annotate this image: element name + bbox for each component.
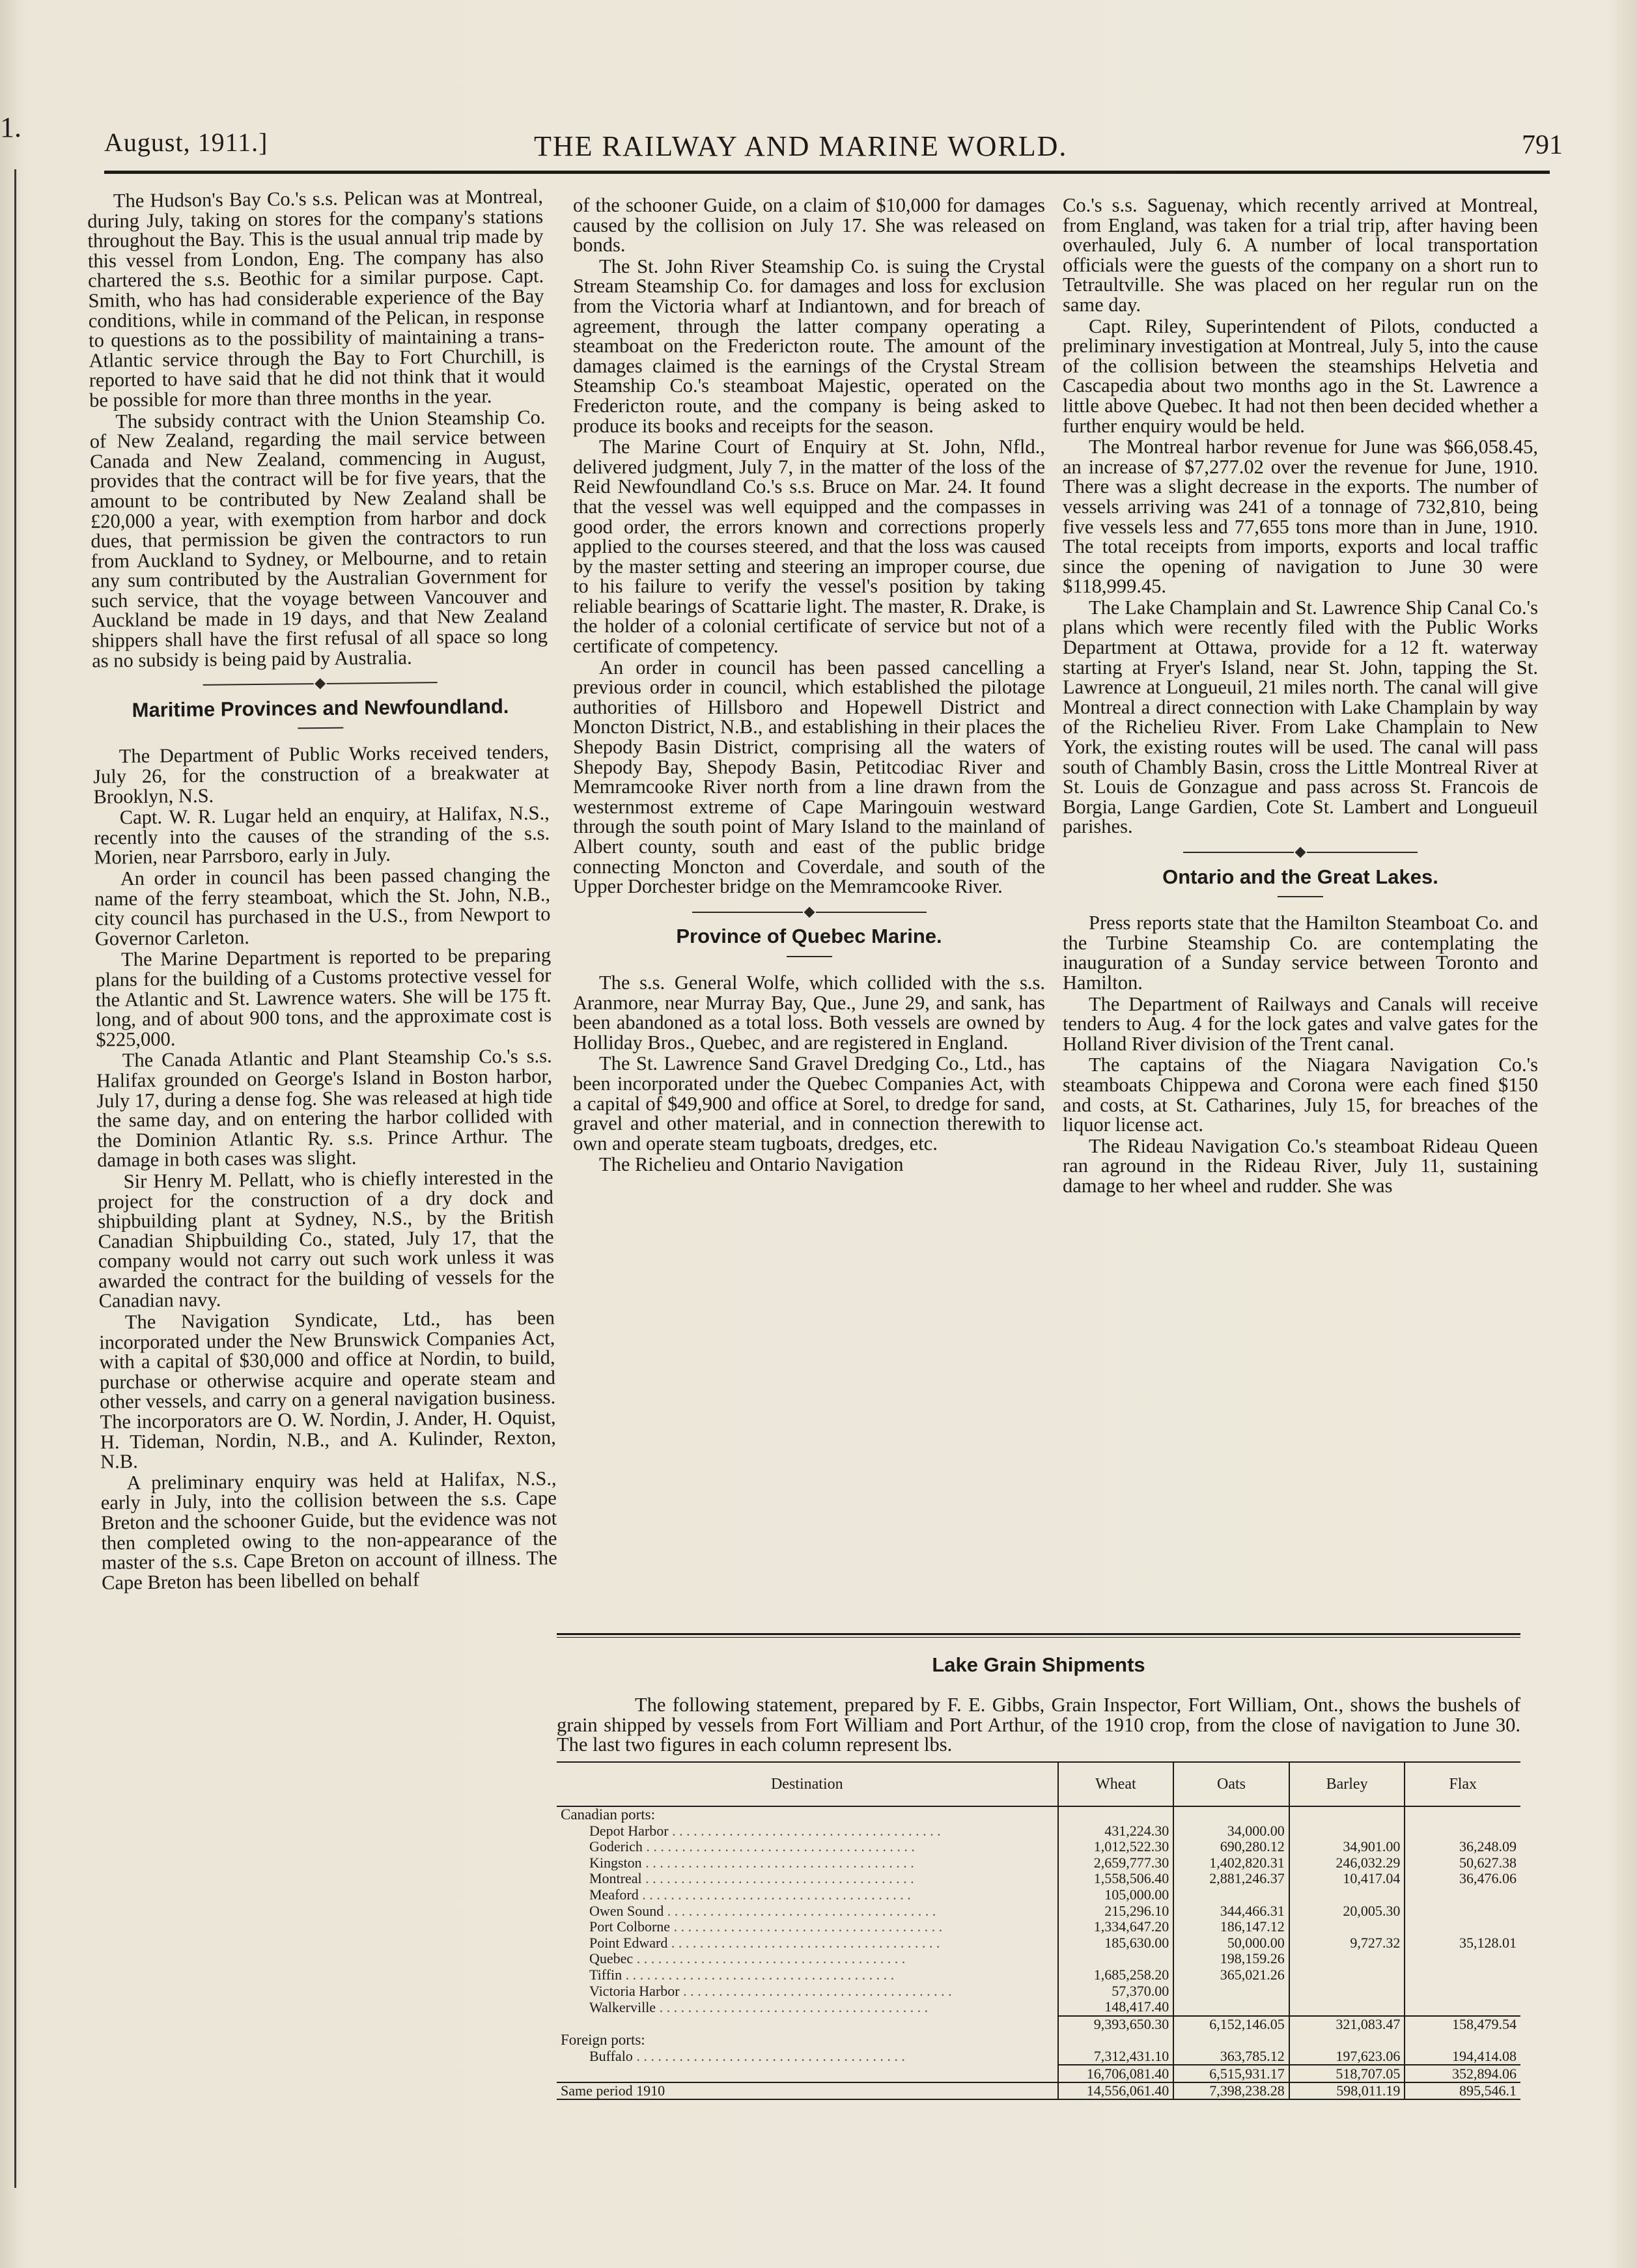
column-header: Oats [1173, 1762, 1289, 1806]
destination-name: Montreal . . . [589, 1870, 914, 1886]
total-cell: 518,707.05 [1289, 2065, 1405, 2082]
table-group-row [557, 2032, 1520, 2049]
label-cell [557, 2016, 1058, 2033]
value-cell [1058, 1951, 1174, 1967]
same-period-cell: 7,398,238.28 [1173, 2082, 1289, 2100]
grain-shipments-table [557, 1761, 1520, 2101]
total-row [557, 2065, 1520, 2082]
value-cell: 20,005.30 [1289, 1903, 1405, 1919]
value-cell: 2,659,777.30 [1058, 1855, 1174, 1871]
table-header-row [557, 1762, 1520, 1806]
table-row [557, 1967, 1520, 1983]
destination-cell [557, 1999, 1058, 2016]
value-cell: 35,128.01 [1405, 1935, 1520, 1952]
table-row [557, 1935, 1520, 1952]
subtotal-cell: 321,083.47 [1289, 2016, 1405, 2033]
value-cell: 1,558,506.40 [1058, 1871, 1174, 1887]
paragraph: The following statement, prepared by F. E. Gibbs, Grain Inspector, Fort William, Ont., shows the bushels of grain shipped by vessels from Fort William and Port Arthur, of the 1910 crop, from the close of navigation to June 30. The last two figures in each column represent lbs. [557, 1694, 1520, 1756]
column-2 [573, 195, 1045, 1176]
section-rule [787, 956, 832, 957]
value-cell: 7,312,431.10 [1058, 2049, 1174, 2065]
destination-name: Tiffin . . . [589, 1967, 894, 1983]
page-number: 791 [1522, 130, 1563, 160]
destination-name: Meaford . . . [589, 1886, 911, 1903]
subtotal-cell: 6,152,146.05 [1173, 2016, 1289, 2033]
column-3 [1063, 195, 1538, 1197]
value-cell: 344,466.31 [1173, 1903, 1289, 1919]
section-double-rule [557, 1633, 1520, 1638]
section-heading: Ontario and the Great Lakes. [1162, 865, 1438, 888]
paragraph: The subsidy contract with the Union Steamship Co. of New Zealand, regarding the mail service between Canada and New Zealand, commencing in August, provides that the contract will be for five years, that the amount to be contributed by New Zealand shall be £20,000 a year, with exemption from harbor and dock dues, that permission be given the contractors to run from Auckland to Sydney, or Melbourne, and to retain any sum contributed by the Australian Government for such service, that the voyage between Vancouver and Auckland be made in 19 days, and that New Zealand shippers shall have the first refusal of all space so long as no subsidy is being paid by Australia. [89, 405, 548, 672]
value-cell: 185,630.00 [1058, 1935, 1174, 1952]
destination-cell [557, 1887, 1058, 1903]
table-row [557, 1887, 1520, 1903]
value-cell: 690,280.12 [1173, 1839, 1289, 1855]
paragraph: The Montreal harbor revenue for June was $66,058.45, an increase of $7,277.02 over the revenue for June, 1910. There was a slight decrease in the exports. The number of vessels arriving was 241 of a tonnage of 732,810, being five vessels less and 77,655 tons more than in June, 1910. The total receipts from imports, exports and local traffic since the opening of navigation to June 30 were $118,999.45. [1063, 436, 1538, 598]
value-cell: 365,021.26 [1173, 1967, 1289, 1983]
value-cell: 10,417.04 [1289, 1871, 1405, 1887]
table-group-row [557, 1806, 1520, 1823]
paragraph: A preliminary enquiry was held at Halifax, N.S., early in July, into the collision between the s.s. Cape Breton and the schooner Guide, but the evidence was not then completed owing to the non-appearance of the master of the s.s. Cape Breton on account of illness. The Cape Breton has been libelled on behalf [100, 1467, 557, 1594]
destination-name: Point Edward . . . [589, 1935, 940, 1951]
destination-cell [557, 1871, 1058, 1887]
column-header: Barley [1289, 1762, 1405, 1806]
destination-cell [557, 1967, 1058, 1983]
destination-cell [557, 1855, 1058, 1871]
table-row [557, 2049, 1520, 2065]
subtotal-cell: 158,479.54 [1405, 2016, 1520, 2033]
destination-name: Buffalo . . . [589, 2048, 905, 2064]
value-cell: 57,370.00 [1058, 1983, 1174, 1999]
empty-cell [1289, 2032, 1405, 2049]
grain-shipments-section [557, 1633, 1520, 2100]
value-cell: 2,881,246.37 [1173, 1871, 1289, 1887]
section-rule [298, 727, 343, 729]
destination-name: Walkerville . . . [589, 1999, 928, 2015]
destination-name: Port Colborne . . . [589, 1918, 942, 1935]
value-cell: 50,000.00 [1173, 1935, 1289, 1952]
publication-title: THE RAILWAY AND MARINE WORLD. [534, 130, 1068, 162]
value-cell [1289, 1823, 1405, 1839]
paragraph: The s.s. General Wolfe, which collided with the s.s. Aranmore, near Murray Bay, Que., June 29, and sank, has been abandoned as a total loss. Both vessels are owned by Holliday Bros., Quebec, and are registered in England. [573, 971, 1045, 1054]
value-cell: 215,296.10 [1058, 1903, 1174, 1919]
value-cell [1405, 1967, 1520, 1983]
group-label: Canadian ports: [561, 1806, 655, 1823]
value-cell: 431,224.30 [1058, 1823, 1174, 1839]
page-header [104, 127, 1563, 173]
value-cell [1173, 1983, 1289, 1999]
value-cell: 34,901.00 [1289, 1839, 1405, 1855]
paragraph: Sir Henry M. Pellatt, who is chiefly interested in the project for the construction of a dry dock and shipbuilding plant at Sydney, N.S., by the British Canadian Shipbuilding Co., stated, July 17, that the company would not carry out such work unless it was awarded the contract for the building of vessels for the Canadian navy. [97, 1166, 555, 1313]
paragraph: Co.'s s.s. Saguenay, which recently arrived at Montreal, from England, was taken for a trial trip, after having been overhauled, July 6. A number of local transportation officials were the guests of the company on a short run to Tetraultville. She was placed on her regular run on the same day. [1063, 194, 1538, 316]
value-cell [1405, 1919, 1520, 1935]
value-cell: 36,248.09 [1405, 1839, 1520, 1855]
section-ornament [573, 901, 1045, 921]
paragraph: The Lake Champlain and St. Lawrence Ship Canal Co.'s plans which were recently filed with the Public Works Department at Ottawa, provide for a 12 ft. waterway starting at Fryer's Island, near St. John, tapping the St. Lawrence at Longueuil, 21 miles north. The canal will give Montreal a direct connection with Lake Champlain by way of the Richelieu River. From Lake Champlain to New York, the existing routes will be used. The canal will pass south of Chambly Basin, cross the Little Montreal River at St. Louis de Gonzague and pass across St. Francois de Borgia, Lange Gardien, Cote St. Lambert and Longueuil parishes. [1063, 596, 1538, 838]
same-period-cell: 14,556,061.40 [1058, 2082, 1174, 2100]
value-cell [1289, 1999, 1405, 2016]
value-cell [1289, 1983, 1405, 1999]
empty-cell [1173, 2032, 1289, 2049]
paragraph: The Canada Atlantic and Plant Steamship Co.'s s.s. Halifax grounded on George's Island in Boston harbor, July 17, during a dense fog. She was released at high tide the same day, and on entering the harbor collided with the Dominion Atlantic Ry. s.s. Prince Arthur. The damage in both cases was slight. [96, 1044, 553, 1171]
value-cell: 36,476.06 [1405, 1871, 1520, 1887]
column-header: Wheat [1058, 1762, 1174, 1806]
destination-name: Owen Sound . . . [589, 1903, 936, 1919]
table-row [557, 1999, 1520, 2016]
table-row [557, 1823, 1520, 1839]
value-cell [1405, 1951, 1520, 1967]
value-cell: 148,417.40 [1058, 1999, 1174, 2016]
total-cell: 6,515,931.17 [1173, 2065, 1289, 2082]
value-cell [1173, 1999, 1289, 2016]
value-cell [1405, 1823, 1520, 1839]
issue-date: August, 1911.] [104, 128, 268, 157]
paragraph: The Marine Department is reported to be preparing plans for the building of a Customs protective vessel for the Atlantic and St. Lawrence waters. She will be 175 ft. long, and of about 900 tons, and the approximate cost is $225,000. [95, 944, 552, 1051]
value-cell: 50,627.38 [1405, 1855, 1520, 1871]
destination-name: Depot Harbor . . . [589, 1823, 941, 1839]
header-rule [104, 171, 1550, 174]
total-cell: 16,706,081.40 [1058, 2065, 1174, 2082]
table-row [557, 1839, 1520, 1855]
empty-cell [1405, 2032, 1520, 2049]
destination-cell [557, 1951, 1058, 1967]
paragraph: The captains of the Niagara Navigation Co.'s steamboats Chippewa and Corona were each fined $150 and costs, at St. Catharines, July 15, for breaches of the liquor license act. [1063, 1054, 1538, 1136]
value-cell [1289, 1951, 1405, 1967]
value-cell: 105,000.00 [1058, 1887, 1174, 1903]
paragraph: Capt. Riley, Superintendent of Pilots, conducted a preliminary investigation at Montreal, July 5, into the cause of the collision between the steamships Helvetia and Cascapedia about two months ago in the St. Lawrence a little above Quebec. It had not then been decided whether a further enquiry would be held. [1063, 315, 1538, 437]
value-cell [1289, 1967, 1405, 1983]
value-cell [1405, 1999, 1520, 2016]
value-cell: 194,414.08 [1405, 2049, 1520, 2065]
column-header: Flax [1405, 1762, 1520, 1806]
value-cell: 34,000.00 [1173, 1823, 1289, 1839]
paragraph: The St. Lawrence Sand Gravel Dredging Co., Ltd., has been incorporated under the Quebec Companies Act, with a capital of $49,900 and office at Sorel, to dredge for sand, gravel and other material, and in connection therewith to own and operate steam tugboats, dredges, etc. [573, 1052, 1045, 1155]
destination-cell [557, 2049, 1058, 2065]
column-1 [87, 186, 558, 1594]
paragraph: Press reports state that the Hamilton Steamboat Co. and the Turbine Steamship Co. are contemplating the inauguration of a Sunday service between Toronto and Hamilton. [1063, 912, 1538, 994]
previous-page-edge [14, 169, 16, 2188]
group-label: Foreign ports: [561, 2032, 645, 2049]
section-rule [1278, 896, 1323, 897]
same-period-label: Same period 1910 [557, 2082, 1058, 2100]
destination-cell [557, 1983, 1058, 1999]
value-cell: 198,159.26 [1173, 1951, 1289, 1967]
value-cell: 246,032.29 [1289, 1855, 1405, 1871]
section-heading: Maritime Provinces and Newfoundland. [132, 694, 509, 721]
destination-cell [557, 1935, 1058, 1952]
value-cell [1289, 1919, 1405, 1935]
value-cell: 363,785.12 [1173, 2049, 1289, 2065]
paragraph: The Rideau Navigation Co.'s steamboat Rideau Queen ran aground in the Rideau River, July 11, sustaining damage to her wheel and rudder. She was [1063, 1134, 1538, 1197]
destination-name: Goderich . . . [589, 1838, 915, 1855]
subtotal-cell: 9,393,650.30 [1058, 2016, 1174, 2033]
table-row [557, 1951, 1520, 1967]
value-cell: 1,334,647.20 [1058, 1919, 1174, 1935]
value-cell: 186,147.12 [1173, 1919, 1289, 1935]
section-ornament [1063, 841, 1538, 861]
destination-cell [557, 1919, 1058, 1935]
table-row [557, 1903, 1520, 1919]
total-cell: 352,894.06 [1405, 2065, 1520, 2082]
section-heading: Lake Grain Shipments [932, 1653, 1145, 1676]
section-ornament [92, 670, 548, 695]
table-row [557, 1983, 1520, 1999]
value-cell [1173, 1887, 1289, 1903]
value-cell: 1,402,820.31 [1173, 1855, 1289, 1871]
paragraph: of the schooner Guide, on a claim of $10,000 for damages caused by the collision on July 17. She was released on bonds. [573, 194, 1045, 257]
destination-cell [557, 1903, 1058, 1919]
paragraph: The Navigation Syndicate, Ltd., has been incorporated under the New Brunswick Companies Act, with a capital of $30,000 and office at Nordin, to build, purchase or otherwise acquire and operate steam and other vessels, and carry on a general navigation business. The incorporators are O. W. Nordin, J. Ander, H. Oquist, H. Tideman, Nordin, N.B., and A. Kulinder, Rexton, N.B. [99, 1306, 556, 1473]
table-row [557, 1919, 1520, 1935]
value-cell [1405, 1983, 1520, 1999]
paragraph: The St. John River Steamship Co. is suing the Crystal Stream Steamship Co. for damages and loss for exclusion from the Victoria wharf at Indiantown, and for breach of agreement, through the latter company operating a steamboat on the Fredericton route. The amount of the damages claimed is the earnings of the Crystal Stream Steamship Co.'s steamboat Majestic, operated on the Fredericton route, and the company is being asked to produce its books and receipts for the season. [573, 255, 1045, 437]
label-cell [557, 2065, 1058, 2082]
destination-name: Quebec . . . [589, 1950, 905, 1967]
empty-cell [1058, 2032, 1174, 2049]
value-cell: 1,012,522.30 [1058, 1839, 1174, 1855]
destination-name: Kingston . . . [589, 1855, 914, 1871]
column-header: Destination [557, 1762, 1058, 1806]
subtotal-row [557, 2016, 1520, 2033]
paragraph: The Department of Public Works received tenders, July 26, for the construction of a breakwater at Brooklyn, N.S. [92, 740, 550, 808]
value-cell: 1,685,258.20 [1058, 1967, 1174, 1983]
paragraph: The Marine Court of Enquiry at St. John, Nfld., delivered judgment, July 7, in the matter of the loss of the Reid Newfoundland Co.'s s.s. Bruce on Mar. 24. It found that the vessel was well equipped and the compasses in good order, the errors known and corrections properly applied to the courses steered, and that the loss was caused by the master setting and steering an improper course, due to his failure to verify the vessel's position by taking reliable bearings of Scattarie light. The master, R. Drake, is the holder of a colonial certificate of service but not of a certificate of competency. [573, 436, 1045, 658]
same-period-row [557, 2082, 1520, 2100]
destination-cell [557, 1823, 1058, 1839]
paragraph: An order in council has been passed cancelling a previous order in council, which established the pilotage authorities of Hillsboro and Hopewell District and Moncton District, N.B., and establishing in their places the Shepody Basin District, comprising all the waters of Shepody Bay, Shepody Basin, Petitcodiac River and Memramcooke River north from a line drawn from the westernmost extreme of Cape Maringouin westward through the south point of Mary Island to the mainland of Albert county, south and east of the public bridge connecting Moncton and Coverdale, and south of the Upper Dorchester bridge on the Memramcooke River. [573, 656, 1045, 898]
value-cell: 9,727.32 [1289, 1935, 1405, 1952]
value-cell: 197,623.06 [1289, 2049, 1405, 2065]
section-heading: Province of Quebec Marine. [676, 925, 942, 948]
value-cell [1405, 1903, 1520, 1919]
same-period-cell: 598,011.19 [1289, 2082, 1405, 2100]
paragraph: The Richelieu and Ontario Navigation [599, 1153, 904, 1176]
destination-name: Victoria Harbor . . . [589, 1983, 952, 1999]
table-row [557, 1871, 1520, 1887]
value-cell [1405, 1887, 1520, 1903]
same-period-cell: 895,546.1 [1405, 2082, 1520, 2100]
paragraph: The Department of Railways and Canals will receive tenders to Aug. 4 for the lock gates and valve gates for the Holland River division of the Trent canal. [1063, 992, 1538, 1055]
paragraph: An order in council has been passed changing the name of the ferry steamboat, which the St. John, N.B., city council has purchased in the U.S., from Newport to Governor Carleton. [94, 863, 551, 950]
paragraph: Capt. W. R. Lugar held an enquiry, at Halifax, N.S., recently into the causes of the stranding of the s.s. Morien, near Parrsboro, early in July. [93, 802, 550, 869]
value-cell [1289, 1887, 1405, 1903]
destination-cell [557, 1839, 1058, 1855]
paragraph: The Hudson's Bay Co.'s s.s. Pelican was at Montreal, during July, taking on stores for the company's stations throughout the Bay. This is the usual annual trip made by this vessel from London, Eng. The company has also chartered the s.s. Beothic for a similar purpose. Capt. Smith, who has had considerable experience of the Bay conditions, while in command of the Pelican, in response to questions as to the possibility of maintaining a trans-Atlantic service through the Bay to Fort Churchill, is reported to have said that he did not think that it would be possible for more than three months in the year. [87, 185, 545, 412]
previous-page-fragment: 1. [0, 111, 21, 143]
table-row [557, 1855, 1520, 1871]
